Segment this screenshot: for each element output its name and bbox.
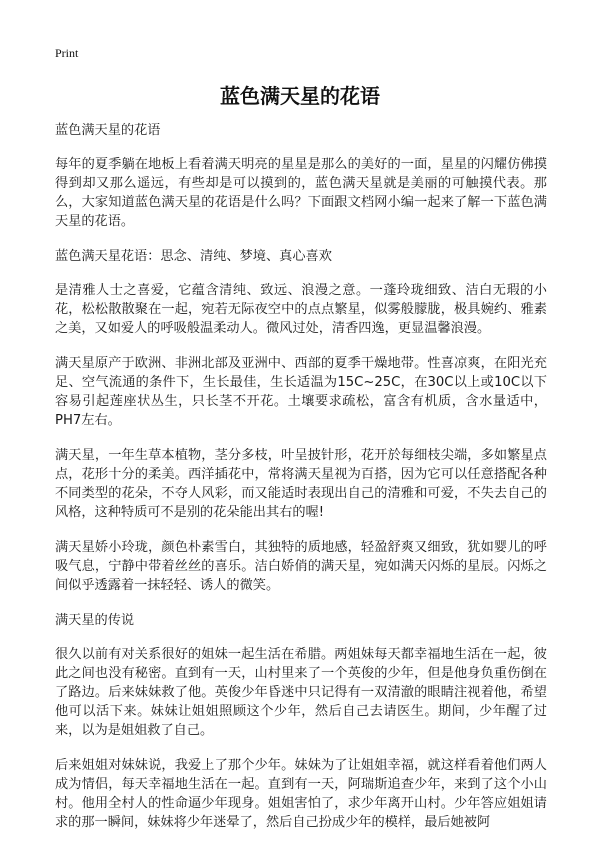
paragraph: 是清雅人士之喜爱，它蕴含清纯、致远、浪漫之意。一蓬玲珑细致、洁白无瑕的小花，松松散散聚在一起，宛若无际夜空中的点点繁星，似雾般朦胧，极具婉约、雅素之美，又如爱人的呼吸般温柔动人。微风过处，清香四逸，更显温馨浪漫。 bbox=[55, 283, 547, 336]
paragraph: 很久以前有对关系很好的姐妹一起生活在希腊。两姐妹每天都幸福地生活在一起，彼此之间也没有秘密。直到有一天，山村里来了一个英俊的少年，但是他身负重伤倒在了路边。后来妹妹救了他。英俊少年昏迷中只记得有一双清澈的眼睛注视着他，希望他可以活下来。妹妹让姐姐照顾这个少年，然后自己去请医生。期间，少年醒了过来，以为是姐姐救了自己。 bbox=[55, 647, 547, 738]
paragraph: 后来姐姐对妹妹说，我爱上了那个少年。妹妹为了让姐姐幸福，就这样看着他们两人成为情侣，每天幸福地生活在一起。直到有一天，阿瑞斯追查少年，来到了这个小山村。他用全村人的性命逼少年现身。姐姐害怕了，求少年离开山村。少年答应姐姐请求的那一瞬间，妹妹将少年迷晕了，然后自己扮成少年的模样，最后她被阿 bbox=[55, 758, 547, 830]
paragraph: 每年的夏季躺在地板上看着满天明亮的星星是那么的美好的一面，星星的闪耀仿佛摸得到却又那么遥远，有些却是可以摸到的，蓝色满天星就是美丽的可触摸代表。那么，大家知道蓝色满天星的花语是什么吗？下面跟文档网小编一起来了解一下蓝色满天星的花语。 bbox=[55, 157, 547, 229]
section-heading: 蓝色满天星的花语 bbox=[55, 123, 161, 138]
page-title: 蓝色满天星的花语 bbox=[220, 84, 380, 108]
paragraph: 满天星，一年生草本植物，茎分多枝，叶呈披针形，花开於每细枝尖端，多如繁星点点，花形十分的柔美。西洋插花中，常将满天星视为百搭，因为它可以任意搭配各种不同类型的花朵，不夺人风彩，而又能适时表现出自己的清雅和可爱，不失去自己的风格，这种特质可不是别的花朵能出其右的喔! bbox=[55, 448, 547, 520]
article-body bbox=[55, 121, 547, 848]
section-heading: 满天星的传说 bbox=[55, 613, 135, 628]
section-heading: 蓝色满天星花语：思念、清纯、梦境、真心喜欢 bbox=[55, 249, 332, 264]
paragraph: 满天星娇小玲珑，颜色朴素雪白，其独特的质地感，轻盈舒爽又细致，犹如婴儿的呼吸气息，宁静中带着丝丝的喜乐。洁白娇俏的满天星，宛如满天闪烁的星辰。闪烁之间似乎透露着一抹轻轻、诱人的微笑。 bbox=[55, 540, 547, 593]
print-link[interactable]: Print bbox=[55, 46, 79, 60]
paragraph: 满天星原产于欧洲、非洲北部及亚洲中、西部的夏季干燥地带。性喜凉爽，在阳光充足、空气流通的条件下，生长最佳，生长适温为15C~25C，在30C以上或10C以下容易引起莲座状丛生，只长茎不开花。土壤要求疏松，富含有机质，含水量适中，PH7左右。 bbox=[55, 356, 547, 428]
